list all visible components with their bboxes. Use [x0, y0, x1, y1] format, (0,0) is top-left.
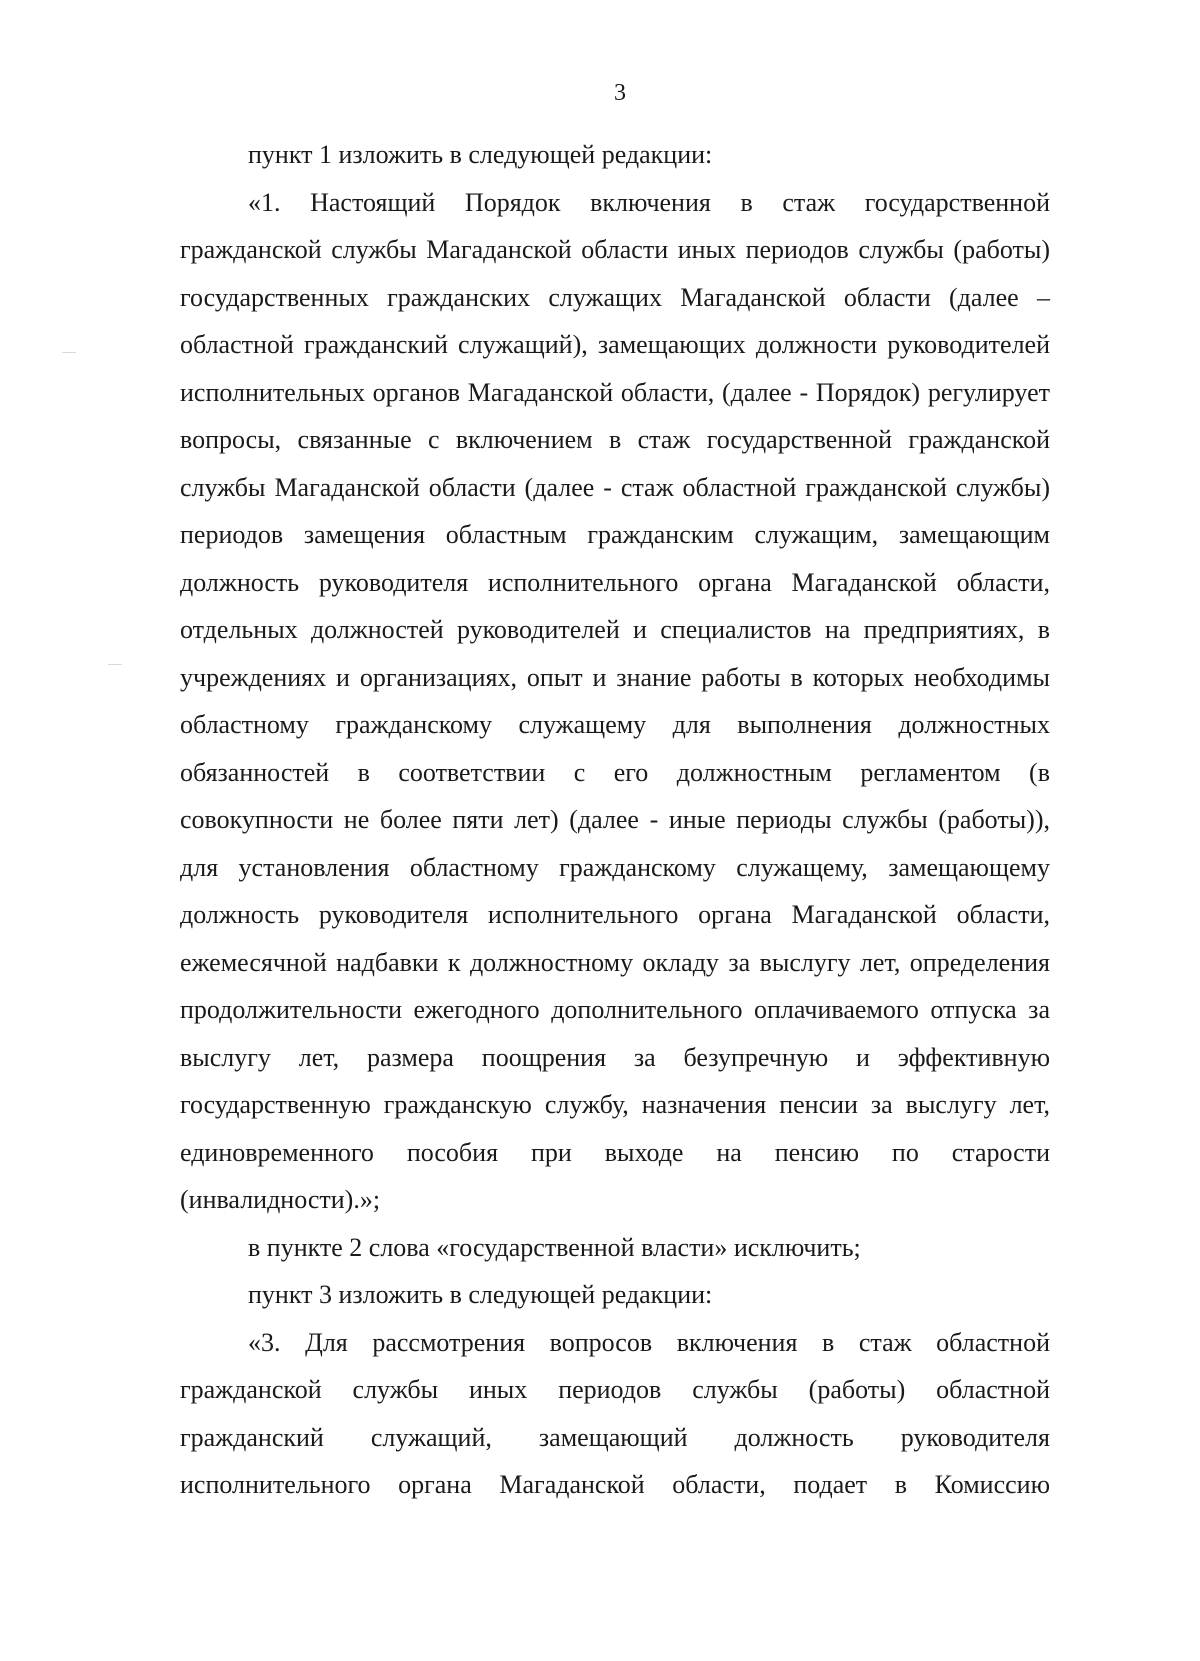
paragraph-point-3-text: «3. Для рассмотрения вопросов включения в стаж областной гражданской службы иных периодов службы (работы) областной гражданский служащий, замещающий должность руководителя исполнительного органа Магаданской области, подает в Комиссию [180, 1327, 1050, 1499]
paragraph-point-3-intro: пункт 3 изложить в следующей редакции: [248, 1280, 713, 1309]
document-body [180, 131, 1050, 1509]
paragraph-point-1-intro: пункт 1 изложить в следующей редакции: [248, 140, 713, 169]
page-number: 3 [614, 80, 626, 106]
scan-mark [62, 352, 76, 353]
scan-mark [108, 664, 122, 665]
paragraph-point-1-text: «1. Настоящий Порядок включения в стаж государственной гражданской службы Магаданской области иных периодов службы (работы) государственных гражданских служащих Магаданской области (далее – областной гражданский служащий), замещающих должности руководителей исполнительных органов Магаданской области, (далее - Порядок) регулирует вопросы, связанные с включением в стаж государственной гражданской службы Магаданской области (далее - стаж областной гражданской службы) периодов замещения областным гражданским служащим, замещающим должность руководителя исполнительного органа Магаданской области, отдельных должностей руководителей и специалистов на предприятиях, в учреждениях и организациях, опыт и знание работы в которых необходимы областному гражданскому служащему для выполнения должностных обязанностей в соответствии с его должностным регламентом (в совокупности не более пяти лет) (далее - иные периоды службы (работы)), для установления областному гражданскому служащему, замещающему должность руководителя исполнительного органа Магаданской области, ежемесячной надбавки к должностному окладу за выслугу лет, определения продолжительности ежегодного дополнительного оплачиваемого отпуска за выслугу лет, размера поощрения за безупречную и эффективную государственную гражданскую службу, назначения пенсии за выслугу лет, единовременного пособия при выходе на пенсию по старости (инвалидности).»; [180, 187, 1050, 1214]
paragraph-point-2: в пункте 2 слова «государственной власти» исключить; [248, 1232, 861, 1262]
